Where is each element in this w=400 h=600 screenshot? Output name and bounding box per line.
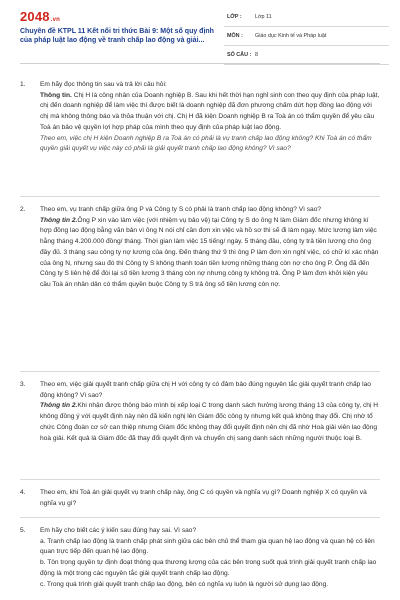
info-paragraph — [40, 216, 380, 291]
question-separator — [20, 196, 380, 197]
meta-class-row — [224, 11, 389, 27]
header-divider — [20, 63, 380, 64]
count-value: 8 — [255, 52, 258, 58]
question-2 — [20, 205, 380, 291]
question-number: 1. — [20, 81, 26, 88]
question-text: Theo em, vụ tranh chấp giữa ông P và Công ty S có phải là tranh chấp lao động không? Vì sao? — [40, 206, 322, 213]
site-logo[interactable] — [20, 9, 60, 24]
question-3 — [20, 380, 380, 444]
question-prompt: Theo em, việc chị H kiện Doanh nghiệp B ra Toà án có phải là vụ tranh chấp lao động không? Khi Toà án có thẩm quyền giải quyết vụ việc này có phải là giải quyết tranh chấp lao động không? Vì sao? — [40, 134, 372, 153]
question-5 — [20, 526, 380, 590]
subject-label: MÔN : — [227, 33, 243, 39]
class-label: LỚP : — [227, 14, 242, 20]
question-4 — [20, 488, 380, 509]
logo-text: 2048 — [20, 9, 50, 24]
question-body — [40, 526, 380, 590]
class-value: Lớp 11 — [255, 14, 272, 20]
question-separator — [20, 517, 380, 518]
question-separator — [20, 479, 380, 480]
question-text: Theo em, việc giải quyết tranh chấp giữa chị H với công ty có đảm bảo đúng nguyên tắc giải quyết tranh chấp lao động không? Vì sao? — [40, 381, 371, 399]
info-label: Thông tin 2. — [40, 402, 78, 410]
meta-subject-row — [224, 30, 389, 46]
question-number: 2. — [20, 206, 26, 213]
question-number: 3. — [20, 381, 26, 388]
count-label: SỐ CÂU : — [227, 52, 252, 58]
question-separator — [20, 371, 380, 372]
question-text: Em hãy cho biết các ý kiến sau đúng hay sai. Vì sao? — [40, 527, 197, 534]
meta-panel — [224, 11, 389, 68]
logo-suffix: .vn — [50, 17, 61, 23]
question-body — [40, 488, 380, 509]
question-body — [40, 80, 380, 155]
option-a: a. Tranh chấp lao động là tranh chấp phát sinh giữa các bên chủ thể tham gia quan hệ lao động và quan hệ có liên quan trực tiếp đến quan hệ lao động. — [40, 537, 375, 556]
info-text: Chị H là công nhân của Doanh nghiệp B. Sau khi hết thời hạn nghỉ sinh con theo quy định của pháp luật, chị đến doanh nghiệp để làm việc thì được biết là doanh nghiệp đã đơn phương chấm dứt hợp đồng lao động với chị mà không thông báo và thỏa thuận với chị. Chị H đã kiện Doanh nghiệp B ra Toà án có thẩm quyền để yêu cầu Toà án bảo vệ quyền lợi hợp pháp của mình theo quy định của pháp luật lao động. — [40, 91, 380, 131]
option-c: c. Trong quá trình giải quyết tranh chấp lao động, bên có nghĩa vụ luôn là người sử dụng lao động. — [40, 580, 329, 588]
info-label: Thông tin. — [40, 91, 72, 99]
question-number: 4. — [20, 489, 26, 496]
info-paragraph — [40, 401, 380, 444]
document-title: Chuyên đề KTPL 11 Kết nối tri thức Bài 9: Một số quy định của pháp luật lao động về tranh chấp lao động và giải... — [20, 28, 214, 44]
question-body — [40, 205, 380, 291]
question-text: Em hãy đọc thông tin sau và trả lời câu hỏi: — [40, 81, 167, 88]
question-text: Theo em, khi Toà án giải quyết vụ tranh chấp này, ông C có quyền và nghĩa vụ gì? Doanh nghiệp X có quyền và nghĩa vụ gì? — [40, 489, 367, 507]
info-text: Ông P xin vào làm việc (với nhiệm vụ bảo vệ) tại Công ty S do ông N làm Giám đốc nhưng không kí hợp đồng lao động bằng văn bản vì ông N nói chỉ cần đơn xin việc và hồ sơ thì sẽ đi làm ngay. Mức lương làm việc hằng tháng 4.200.000 đồng/ tháng. Thời gian làm việc 15 tiếng/ ngày. 5 tháng đầu, công ty trả tiền lương cho ông đầy đủ. 3 tháng sau công ty nợ lương của ông. Đến tháng thứ 9 thì ông P làm đơn xin nghỉ việc, có chữ kí xác nhận của ông N, nhưng sau đó thì Công ty S không thanh toán tiền lương những tháng còn nợ cho ông P. Ông đã đến Công ty S liên hệ để đòi lại số tiền lương 3 tháng còn nợ nhưng công ty không trả. Ông P làm đơn khởi kiện yêu cầu Toà án nhân dân có thẩm quyền buộc Công ty S trả ông số tiền lương còn nợ. — [40, 216, 379, 288]
subject-value: Giáo dục Kinh tế và Pháp luật — [255, 33, 327, 39]
header — [0, 0, 400, 62]
option-b: b. Tôn trọng quyền tự định đoạt thông qua thương lượng của các bên trong suốt quá trình giải quyết tranh chấp lao động là một trong các nguyên tắc giải quyết tranh chấp lao động. — [40, 559, 377, 577]
question-body — [40, 380, 380, 444]
info-text: Khi nhận được thông báo mình bị xếp loại C trong danh sách hưởng lương tháng 13 của công ty, chị H không đồng ý với quyết định này nên đã kiến nghị lên Giám đốc công ty nhưng kết quả không thay đổi. Chị nhờ tổ chức Công đoàn cơ sở can thiệp nhưng Giám đốc không thay đổi quyết định nên chị đã nhờ Hoà giải viên lao động hoà giải. Kết quả là Giám đốc đã thay đổi quyết định và chuyển chị sang danh sách những người thuộc loại B. — [40, 402, 379, 442]
question-number: 5. — [20, 527, 26, 534]
question-1 — [20, 80, 380, 155]
info-paragraph — [40, 91, 380, 134]
info-label: Thông tin 2. — [40, 216, 78, 224]
